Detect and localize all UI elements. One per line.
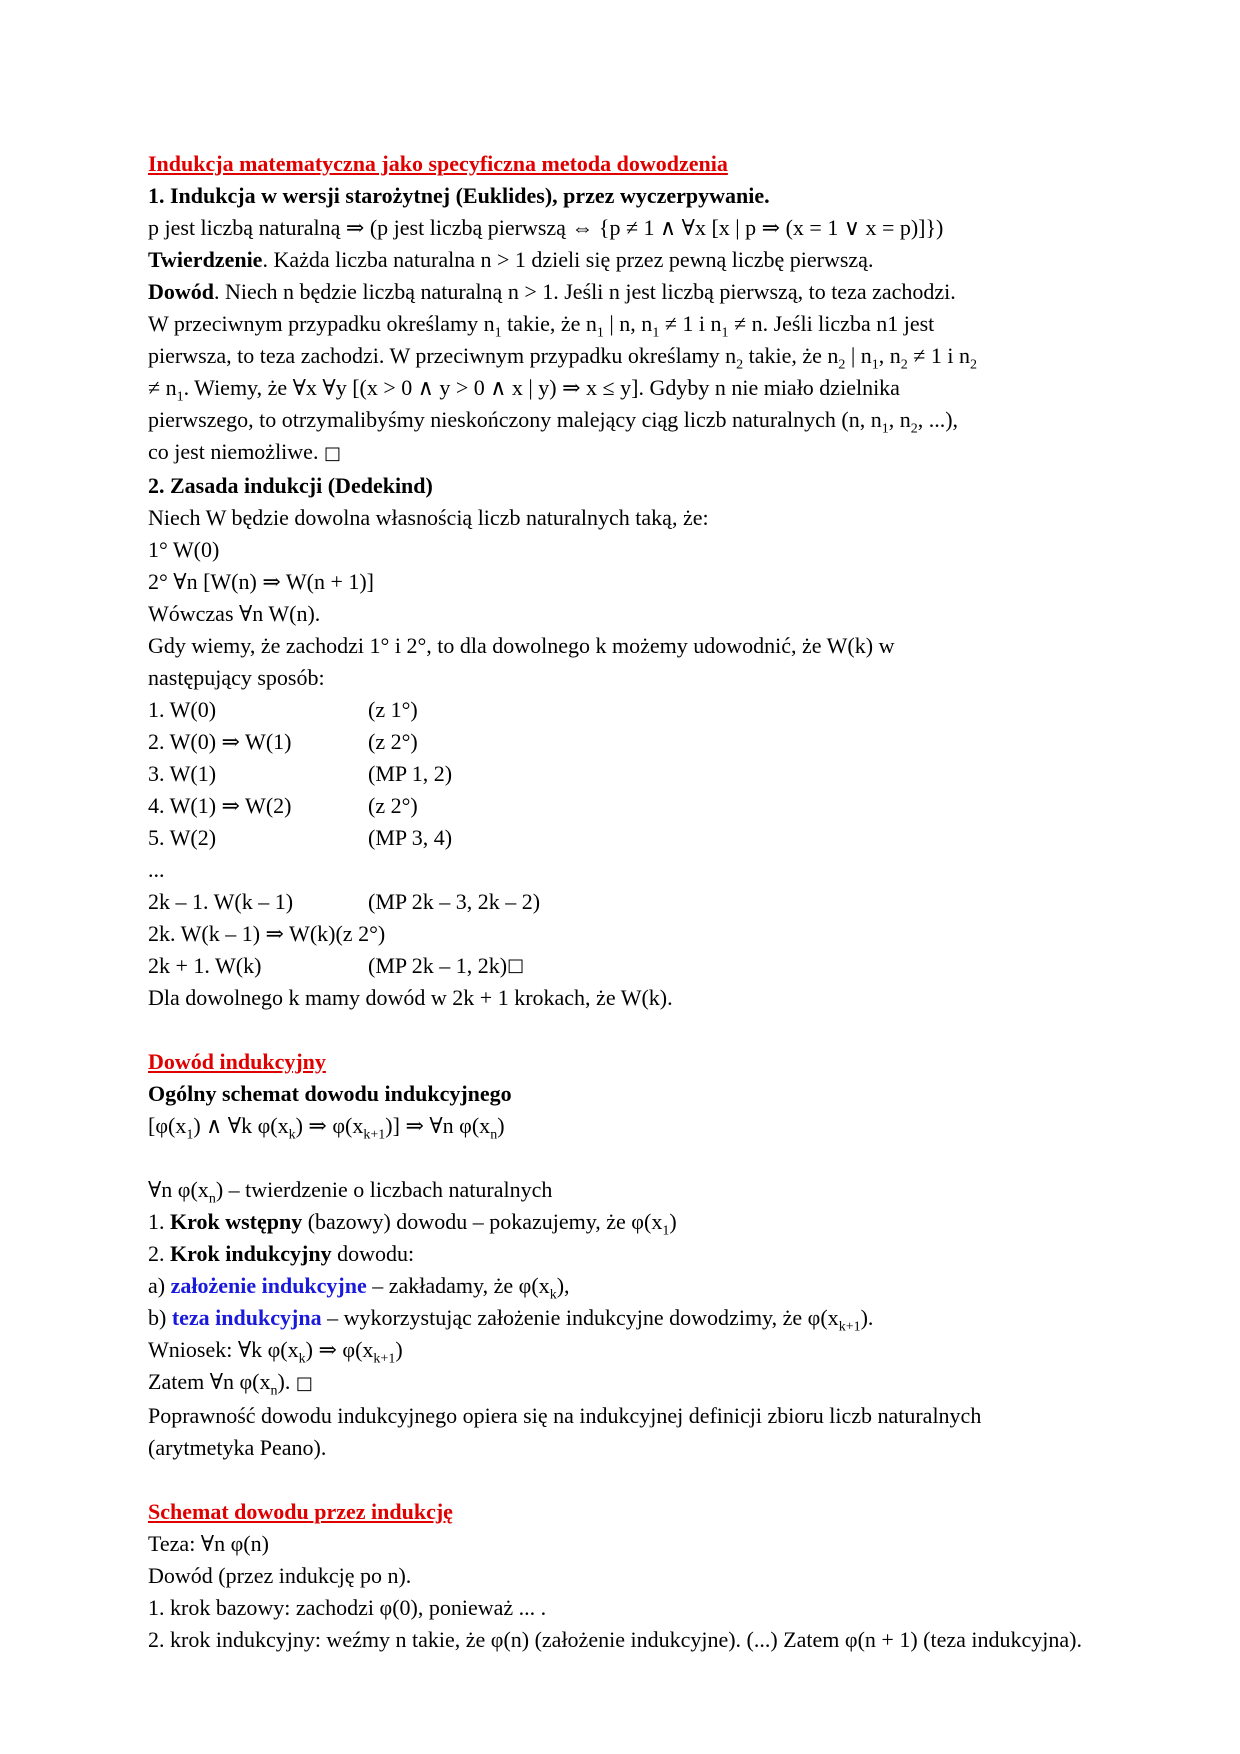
proof-step: 2k – 1. W(k – 1) (MP 2k – 3, 2k – 2) [148,889,541,914]
proof-line: W przeciwnym przypadku określamy $n_1$ takie, że $n_1$ | n, $n_1 \ne 1$ i $n_1 \ne n$. Jeśli liczba n1 jest [148,311,935,341]
proof-line: pierwsza, to teza zachodzi. W przeciwnym przypadku określamy $n_2$ takie, że $n_2$ | $n_1$, $n_2 \ne 1$ i $n_2$ [148,343,977,373]
proof-line: Dowód. Niech n będzie liczbą naturalną n > 1. Jeśli n jest liczbą pierwszą, to teza zachodzi. [148,279,956,304]
paragraph: ∀n $\varphi(x_n)$ – twierdzenie o liczbach naturalnych [148,1177,553,1207]
proof-line: ≠ $n_1$. Wiemy, że ∀x ∀y [(x > 0 ∧ y > 0 ∧ x | y) ⇒ x ≤ y]. Gdyby n nie miało dzielnika [148,375,900,405]
proof-steps [148,694,1098,982]
list-item: 1. Krok wstępny (bazowy) dowodu – pokazujemy, że $\varphi(x_1)$ [148,1209,677,1239]
section-title: Dowód indukcyjny [148,1049,326,1074]
theorem: Twierdzenie. Każda liczba naturalna n > 1 dzieli się przez pewną liczbę pierwszą. [148,247,874,272]
list-item: b) teza indukcyjna – wykorzystując założenie indukcyjne dowodzimy, że $\varphi(x_{k+1})$. [148,1305,874,1335]
subsection-title: 2. Zasada indukcji (Dedekind) [148,473,433,498]
paragraph: Niech W będzie dowolna własnością liczb naturalnych taką, że: [148,505,709,530]
proof-label: Dowód [148,279,215,304]
induction-formula: [$\varphi(x_1)$ ∧ ∀k $\varphi(x_k)$ ⇒ $\varphi(x_{k+1})$] ⇒ ∀n $\varphi(x_n)$ [148,1113,505,1143]
list-item: 1. krok bazowy: zachodzi φ(0), ponieważ ... . [148,1595,547,1620]
list-item: 2. krok indukcyjny: weźmy n takie, że φ(n) (założenie indukcyjne). (...) Zatem φ(n + 1) (teza indukcyjna). [148,1627,1082,1652]
section-title: Schemat dowodu przez indukcję [148,1499,453,1524]
qed-symbol: □ [323,443,341,464]
paragraph: Teza: ∀n φ(n) [148,1531,269,1556]
prime-definition: p jest liczbą naturalną ⇒ (p jest liczbą pierwszą ⇔ {p ≠ 1 ∧ ∀x [x | p ⇒ (x = 1 ∨ x = p)]}) [148,215,944,240]
subsection-title: Ogólny schemat dowodu indukcyjnego [148,1081,512,1106]
list-item: 2. Krok indukcyjny dowodu: [148,1241,415,1266]
paragraph: Wówczas ∀n W(n). [148,601,321,626]
highlight-term: założenie indukcyjne [170,1273,367,1298]
theorem-label: Twierdzenie [148,247,263,272]
proof-step: 2k + 1. W(k) (MP 2k – 1, 2k) □ [148,950,1098,982]
paragraph: Zatem ∀n $\varphi(x_n)$. □ [148,1369,313,1399]
paragraph: Gdy wiemy, że zachodzi 1° i 2°, to dla dowolnego k możemy udowodnić, że W(k) w następujący sposób: [148,633,895,690]
paragraph: Dowód (przez indukcję po n). [148,1563,412,1588]
proof-step: 4. W(1) ⇒ W(2) (z 2°) [148,793,418,818]
section-title: Indukcja matematyczna jako specyficzna metoda dowodzenia [148,151,728,176]
qed-symbol: □ [507,955,525,976]
paragraph: Dla dowolnego k mamy dowód w 2k + 1 krokach, że W(k). [148,985,673,1010]
highlight-term: teza indukcyjna [171,1305,322,1330]
ellipsis: ... [148,857,165,882]
proof-step: 2k. W(k – 1) ⇒ W(k) (z 2°) [148,921,386,946]
condition-2: 2° ∀n [W(n) ⇒ W(n + 1)] [148,569,375,594]
subsection-title: 1. Indukcja w wersji starożytnej (Euklides), przez wyczerpywanie. [148,183,770,208]
proof-step: 5. W(2) (MP 3, 4) [148,825,453,850]
proof-line: co jest niemożliwe. □ [148,439,341,464]
proof-step: 1. W(0) (z 1°) [148,697,418,722]
paragraph: Wniosek: ∀k $\varphi(x_k)$ ⇒ $\varphi(x_{k+1})$ [148,1337,403,1367]
qed-symbol: □ [295,1373,313,1394]
document-page [148,148,1098,1656]
paragraph: Poprawność dowodu indukcyjnego opiera się na indukcyjnej definicji zbioru liczb naturalnych (arytmetyka Peano). [148,1403,982,1460]
condition-1: 1° W(0) [148,537,220,562]
list-item: a) założenie indukcyjne – zakładamy, że $\varphi(x_k)$, [148,1273,570,1303]
proof-step: 3. W(1) (MP 1, 2) [148,761,453,786]
proof-line: pierwszego, to otrzymalibyśmy nieskończony malejący ciąg liczb naturalnych (n, $n_1$, $n_2$, ...), [148,407,959,437]
proof-step: 2. W(0) ⇒ W(1) (z 2°) [148,729,418,754]
